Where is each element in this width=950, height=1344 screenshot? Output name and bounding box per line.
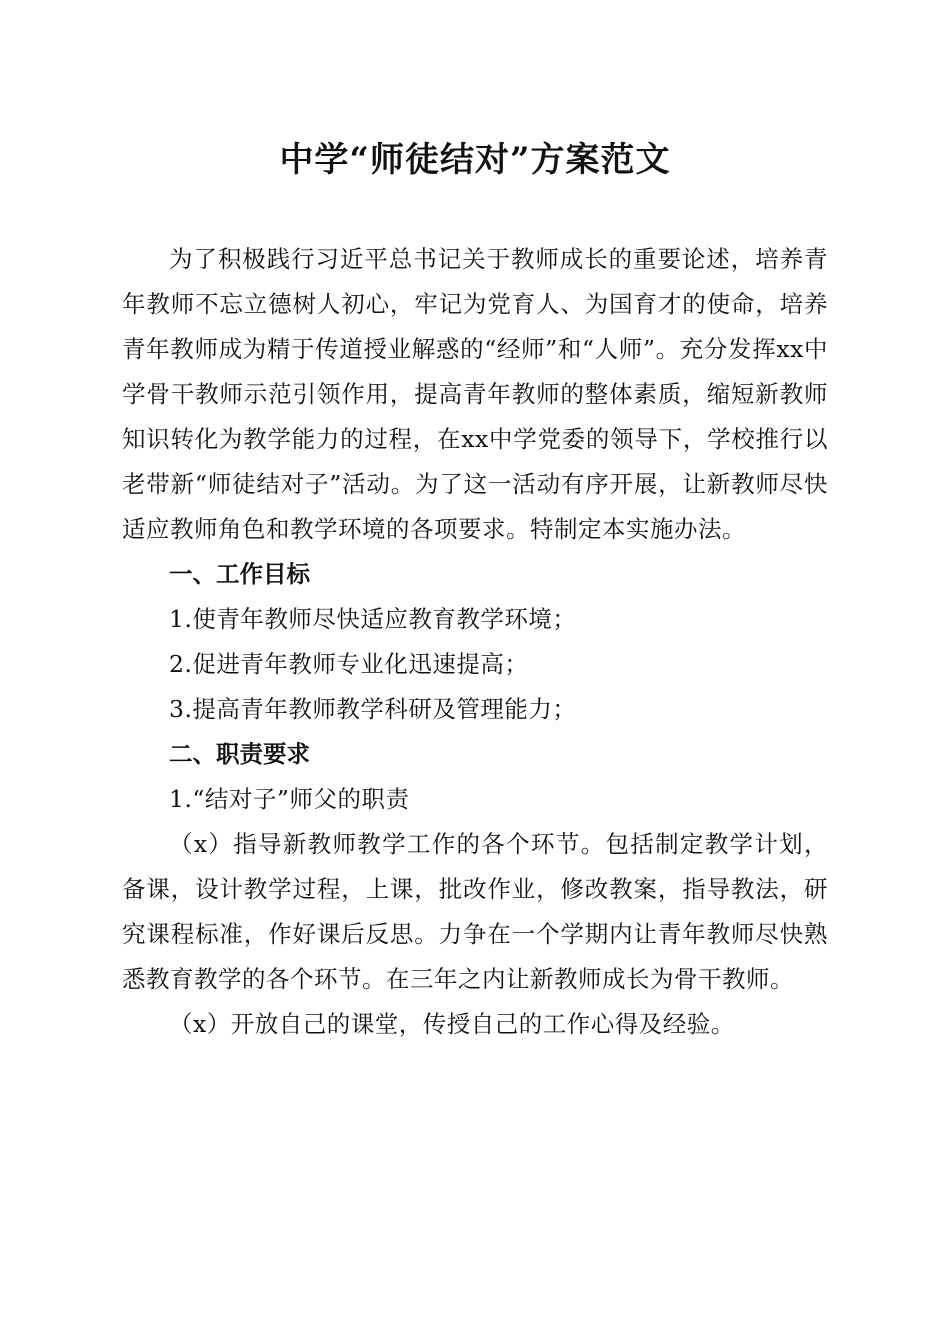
goal-item-1: 1.使青年教师尽快适应教育教学环境； (169, 605, 577, 633)
subheading-mentor-duties: 1.“结对子”师父的职责 (169, 785, 410, 813)
document-title: 中学“师徒结对”方案范文 (279, 140, 671, 180)
intro-paragraph: 为了积极践行习近平总书记关于教师成长的重要论述，培养青年教师不忘立德树人初心，牢记为党育人、为国育才的使命，培养青年教师成为精于传道授业解惑的“经师”和“人师”。充分发挥xx中学骨干教师示范引领作用，提高青年教师的整体素质，缩短新教师知识转化为教学能力的过程，在xx中学党委的领导下，学校推行以老带新“师徒结对子”活动。为了这一活动有序开展，让新教师尽快适应教师角色和教学环境的各项要求。特制定本实施办法。 (122, 245, 828, 543)
section-heading-duties: 二、职责要求 (169, 740, 310, 768)
section-heading-goals: 一、工作目标 (169, 560, 310, 588)
duty-paragraph-2: （x）开放自己的课堂，传授自己的工作心得及经验。 (169, 1010, 735, 1038)
goal-item-3: 3.提高青年教师教学科研及管理能力； (169, 695, 577, 723)
goal-item-2: 2.促进青年教师专业化迅速提高； (169, 650, 529, 678)
duty-paragraph-1: （x）指导新教师教学工作的各个环节。包括制定教学计划，备课，设计教学过程，上课，批改作业，修改教案，指导教法，研究课程标准，作好课后反思。力争在一个学期内让青年教师尽快熟悉教育教学的各个环节。在三年之内让新教师成长为骨干教师。 (122, 830, 828, 993)
document-body (122, 237, 828, 1047)
